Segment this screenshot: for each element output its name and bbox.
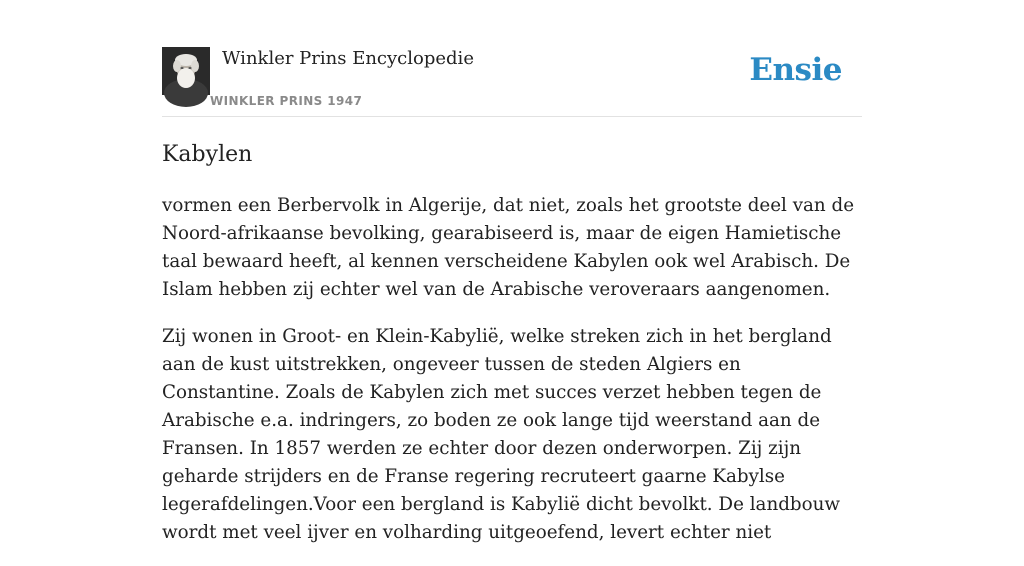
site-header xyxy=(162,46,862,117)
portrait-image xyxy=(162,47,210,95)
edition-label[interactable]: WINKLER PRINS 1947 xyxy=(210,94,363,108)
article-title: Kabylen xyxy=(162,142,253,167)
site-name[interactable]: Winkler Prins Encyclopedie xyxy=(222,48,474,69)
ensie-logo[interactable]: Ensie xyxy=(749,52,842,88)
article-paragraph: vormen een Berbervolk in Algerije, dat niet, zoals het grootste deel van de Noord-afrikaanse bevolking, gearabiseerd is, maar de eigen Hamietische taal bewaard heeft, al kennen verscheidene Kabylen ook wel Arabisch. De Islam hebben zij echter wel van de Arabische veroveraars aangenomen. xyxy=(162,195,855,300)
article-paragraph: Zij wonen in Groot- en Klein-Kabylië, welke streken zich in het bergland aan de kust uitstrekken, ongeveer tussen de steden Algiers en Constantine. Zoals de Kabylen zich met succes verzet hebben tegen de Arabische e.a. indringers, zo boden ze ook lange tijd weerstand aan de Fransen. In 1857 werden ze echter door dezen onderworpen. Zij zijn geharde strijders en de Franse regering recruteert gaarne Kabylse legerafdelingen.Voor een bergland is Kabylië dicht bevolkt. De landbouw wordt met veel ijver en volharding uitgeoefend, levert echter niet xyxy=(162,326,841,543)
article-body xyxy=(162,192,862,566)
author-avatar[interactable] xyxy=(162,47,210,95)
